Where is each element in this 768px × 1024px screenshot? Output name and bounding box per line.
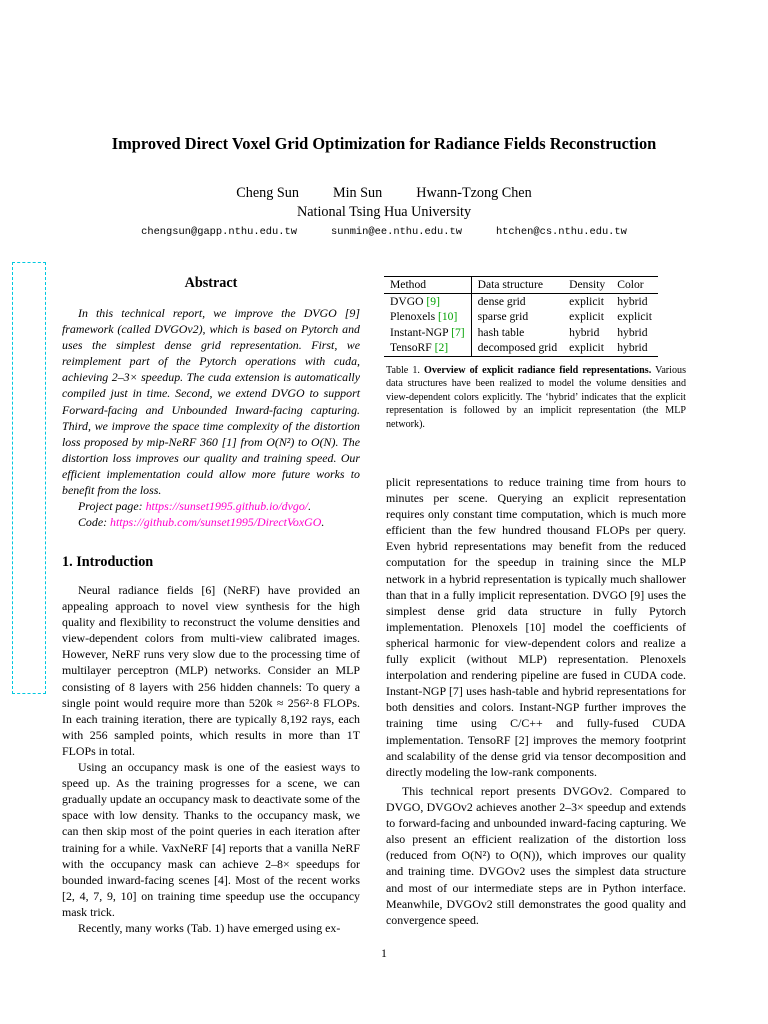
table-header: Method bbox=[384, 277, 471, 294]
author-email: htchen@cs.nthu.edu.tw bbox=[495, 226, 627, 238]
table-cell-method: Plenoxels [10] bbox=[384, 309, 471, 325]
abstract-heading: Abstract bbox=[184, 275, 238, 291]
table-cell-method: DVGO [9] bbox=[384, 293, 471, 309]
table-header: Color bbox=[617, 278, 644, 291]
email-list bbox=[0, 226, 768, 238]
right-body bbox=[386, 474, 686, 780]
abstract-paragraph: In this technical report, we improve the DVGO [9] framework (called DVGOv2), which is based on Pytorch and uses the simplest dense grid representation. First, we reimplement part of the Pytorch operations with cuda, achieving 2–3× speedup. The cuda extension is automatically compiled just in time. Second, we extend DVGO to support Forward-facing and Unbounded Inward-facing capturing. Third, we improve the space time complexity of the distortion loss proposed by mip-NeRF 360 [1] from O(N²) to O(N). The distortion loss improves our quality and training speed. Our efficient implementation could allow more future works to benefit from the loss. bbox=[62, 306, 360, 498]
author-name: Min Sun bbox=[332, 185, 383, 201]
intro-paragraph: Recently, many works (Tab. 1) have emerged using ex- bbox=[78, 920, 341, 935]
intro-heading-wrap bbox=[62, 554, 360, 571]
affiliation: National Tsing Hua University bbox=[296, 204, 472, 220]
table-cell: decomposed grid bbox=[477, 341, 558, 354]
table-cell: sparse grid bbox=[477, 310, 529, 323]
code-label: Code: bbox=[78, 515, 108, 530]
table-cell-method: Instant-NGP [7] bbox=[384, 325, 471, 341]
citation-link[interactable]: [2] bbox=[434, 341, 449, 354]
table-cell: explicit bbox=[617, 310, 653, 323]
page-number: 1 bbox=[381, 946, 387, 960]
citation-link[interactable]: [10] bbox=[438, 310, 458, 323]
intro-paragraph: Using an occupancy mask is one of the easiest ways to speed up. As the training progresses for a scene, we can gradually update an occupancy mask to deactivate some of the space with low density. Thanks to the occupancy mask, we can then skip most of the point queries in each iteration after training for a while. VaxNeRF [4] reports that a vanilla NeRF with the occupancy mask can achieve 2–8× speedups for bounded inward-facing scenes [4]. Most of the recent works [2, 4, 7, 9, 10] on training time speedup use the occupancy mask trick. bbox=[62, 760, 360, 919]
intro-paragraph: Neural radiance fields [6] (NeRF) have provided an appealing approach to novel view synthesis for the high quality and flexibility to reconstruct the volume densities and view-dependent colors from multi-view calibrated images. However, NeRF runs very slow due to the processing time of multilayer perceptron (MLP) networks. Consider an MLP consisting of 8 layers with 256 hidden channels: To query a single point would require more than 520k ≈ 256²·8 FLOPs. In each training iteration, there are typically 8,192 rays, each with 256 sampled points, which results in more than 1T FLOPs in total. bbox=[62, 583, 360, 758]
table-row bbox=[384, 340, 658, 356]
table-cell: dense grid bbox=[477, 294, 526, 308]
caption-text: Various data structures have been realized to model the volume densities and view-dependent colors explicitly. The ‘hybrid’ indicates that the explicit representation is followed by an implicit representation (the MLP network). bbox=[386, 365, 686, 430]
table-header: Data structure bbox=[477, 278, 543, 291]
table-cell-method: TensoRF [2] bbox=[384, 340, 471, 356]
table-cell: hybrid bbox=[569, 325, 600, 339]
table-caption bbox=[386, 364, 686, 431]
author-name: Hwann-Tzong Chen bbox=[416, 185, 532, 201]
table-row bbox=[384, 293, 658, 309]
table-header: Density bbox=[569, 278, 606, 291]
body-paragraph: plicit representations to reduce training time from hours to minutes per scene. Querying an explicit representation requires only constant time computation, which is much more efficient than the few hundred thousand FLOPs per query. Even hybrid representations may benefit from the reduced computation for the speedup in training since the MLP network in a hybrid representation is typically much shallower than that in a fully implicit representation. DVGO [9] uses the simplest dense grid data structure in fully Pytorch implementation. Plenoxels [10] model the coefficients of spherical harmonic for view-dependent colors and realize a fully explicit (without MLP) representation. Plenoxels interpolation and rendering pipeline are fused in CUDA code. Instant-NGP [7] uses hash-table and hybrid representations for both densities and colors. Instant-NGP further improves the training time using C/C++ and fully-fused CUDA implementation. TensoRF [2] improves the memory footprint and scalability of the dense grid via tensor decomposition and directly modeling the low-rank components. bbox=[386, 475, 686, 779]
intro-body bbox=[62, 582, 360, 936]
paper-title: Improved Direct Voxel Grid Optimization for Radiance Fields Reconstruction bbox=[111, 134, 657, 153]
table-cell: explicit bbox=[569, 341, 604, 354]
table-cell: hybrid bbox=[617, 341, 648, 354]
project-page-line: Project page: https://sunset1995.github.io/dvgo/. bbox=[78, 499, 312, 514]
author-email: sunmin@ee.nthu.edu.tw bbox=[330, 226, 462, 238]
table-cell: hash table bbox=[477, 325, 525, 339]
intro-heading: 1. Introduction bbox=[62, 554, 154, 570]
table-cell: explicit bbox=[569, 310, 604, 323]
table-row bbox=[384, 309, 658, 325]
right-body-2 bbox=[386, 783, 686, 928]
abstract-body bbox=[62, 305, 360, 530]
citation-link[interactable]: [7] bbox=[451, 325, 465, 339]
body-paragraph: This technical report presents DVGOv2. Compared to DVGO, DVGOv2 achieves another 2–3× speedup and extends to forward-facing and unbounded inward-facing capturing. We also present an efficient realization of the distortion loss (reduced from O(N²) to O(N)), which improves our quality and training time. DVGOv2 uses the simplest data structure and most of our intermediate steps are in Python interface. Meanwhile, DVGOv2 still demonstrates the good quality and convergence speed. bbox=[386, 784, 686, 927]
table-row bbox=[384, 325, 658, 341]
table-cell: explicit bbox=[569, 294, 604, 308]
author-name: Cheng Sun bbox=[236, 185, 299, 201]
table-cell: hybrid bbox=[617, 294, 648, 308]
caption-label: Table 1. bbox=[386, 365, 420, 376]
author-email: chengsun@gapp.nthu.edu.tw bbox=[141, 226, 297, 238]
project-page-label: Project page: bbox=[78, 499, 143, 514]
table-cell: hybrid bbox=[617, 325, 648, 339]
project-page-link[interactable]: https://sunset1995.github.io/dvgo/ bbox=[145, 499, 309, 514]
author-list bbox=[0, 185, 768, 202]
code-link[interactable]: https://github.com/sunset1995/DirectVoxGO bbox=[110, 515, 322, 530]
margin-dashed-box bbox=[12, 262, 46, 694]
citation-link[interactable]: [9] bbox=[426, 294, 440, 308]
caption-bold: Overview of explicit radiance field representations. bbox=[424, 365, 652, 376]
table-1 bbox=[384, 276, 658, 357]
code-line: Code: https://github.com/sunset1995/DirectVoxGO. bbox=[78, 515, 325, 530]
table-header-row bbox=[384, 277, 658, 294]
